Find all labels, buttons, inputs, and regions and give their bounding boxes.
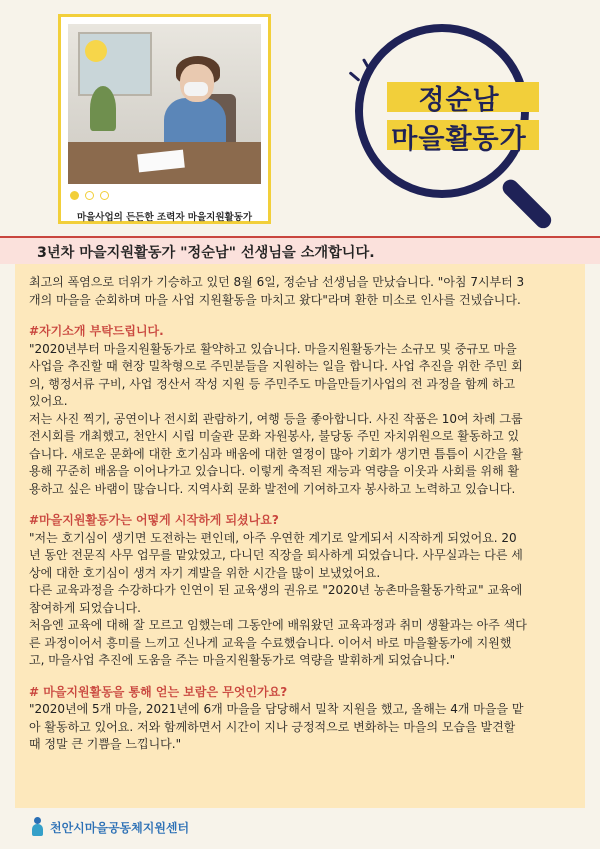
- smiley-icon: [85, 40, 107, 62]
- section-heading: #마을지원활동가는 어떻게 시작하게 되셨나요?: [29, 513, 279, 527]
- profile-photo-card: [58, 14, 271, 224]
- section-body: "저는 호기심이 생기면 도전하는 편인데, 아주 우연한 계기로 알게되서 시작하게 되었어요. 20 년 동안 전문직 사무 업무를 맡았었고, 다니던 직장을 퇴사하게 되었습니다. 사무실과는 다른 세 상에 대한 호기심이 생겨 자기 계발을 위한 시간을 많이 보냈었어요. 다른 교육과정을 수강하다가 인연이 된 교육생의 권유로 "2020년 농촌마을활동가학교" 교육에 참여하게 되었습니다. 처음엔 교육에 대해 잘 모르고 임했는데 그동안에 배워왔던 교육과정과 취미 생활과는 아주 색다 른 과정이어서 흥미를 느끼고 신나게 교육을 수료했습니다. 이어서 바로 마을활동가에 지원했 고, 마을사업 추진에 도움을 주는 마을지원활동가로 역량을 발휘하게 되었습니다.": [29, 530, 527, 667]
- center-logo: [30, 817, 189, 837]
- badge-role: 마을활동가: [391, 124, 527, 155]
- photo-caption: 마을사업의 든든한 조력자 마을지원활동가: [76, 212, 253, 223]
- logo-text: 천안시마을공동체지원센터: [50, 820, 190, 835]
- title-band: [0, 236, 600, 264]
- person-icon: [30, 817, 44, 837]
- section-body: "2020년에 5개 마을, 2021년에 6개 마을을 담당해서 밀착 지원을 했고, 올해는 4개 마을을 맡 아 활동하고 있어요. 저와 함께하면서 시간이 지나 긍정적으로 변화하는 마을의 모습을 발견할 때 정말 큰 기쁨을 느낍니다.": [29, 702, 524, 751]
- name-badge: [355, 24, 570, 224]
- badge-name: 정순남: [418, 85, 500, 116]
- card-icons: [70, 188, 109, 202]
- heart-icon: [70, 191, 79, 200]
- share-icon: [100, 191, 109, 200]
- section-heading: #자기소개 부탁드립니다.: [29, 324, 164, 338]
- interview-content: [15, 264, 585, 808]
- comment-icon: [85, 191, 94, 200]
- section-heading: # 마을지원활동을 통해 얻는 보람은 무엇인가요?: [29, 684, 288, 699]
- intro-paragraph: 최고의 폭염으로 더위가 기승하고 있던 8월 6일, 정순남 선생님을 만났습니다. "아침 7시부터 3 개의 마을을 순회하며 마을 사업 지원활동을 마치고 왔다"라며 환한 미소로 인사를 건넸습니다.: [29, 275, 525, 307]
- section-body: "2020년부터 마을지원활동가로 활약하고 있습니다. 마을지원활동가는 소규모 및 중규모 마을 사업을 추진할 때 현장 밀착형으로 주민분들을 지원하는 일을 합니다. 사업 추진을 위한 주민 회 의, 행정서류 구비, 사업 정산서 작성 지원 등 주민주도 마을만들기사업의 전 과정을 함께 하고 있어요. 저는 사진 찍기, 공연이나 전시회 관람하기, 여행 등을 좋아합니다. 사진 작품은 10여 차례 그룹 전시회를 개최했고, 천안시 시립 미술관 문화 자원봉사, 불당동 주민 자치위원으로 활동하고 있 습니다. 새로운 문화에 대한 호기심과 배움에 대한 열정이 많아 기회가 생기면 틈틈이 시간을 활 용해 꾸준히 배움을 이어나가고 있습니다. 이렇게 축적된 재능과 역량을 이웃과 사회를 위해 활 용하고 싶은 바램이 많습니다. 지역사회 문화 발전에 기여하고자 봉사하고 노력하고 있습니다.: [29, 341, 523, 496]
- page-title: 3년차 마을지원활동가 "정순남" 선생님을 소개합니다.: [37, 245, 375, 261]
- profile-photo: [68, 24, 261, 184]
